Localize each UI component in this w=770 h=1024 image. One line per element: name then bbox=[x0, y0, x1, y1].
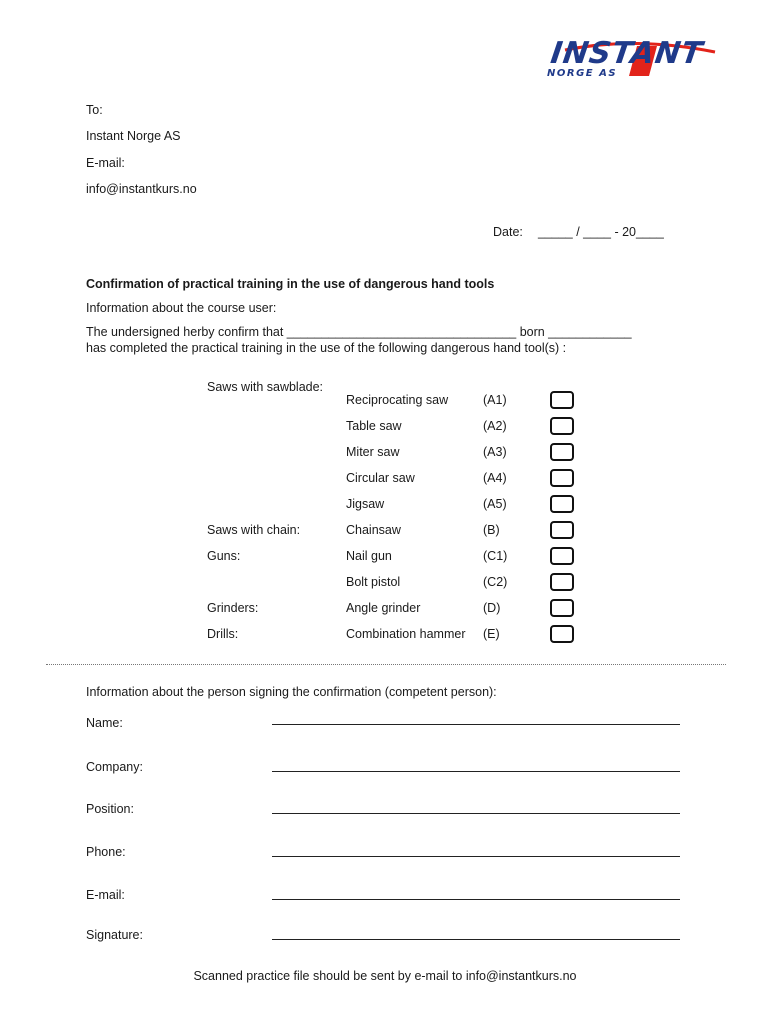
tool-name: Jigsaw bbox=[346, 497, 385, 511]
signer-field-line[interactable] bbox=[272, 724, 680, 725]
tool-name: Table saw bbox=[346, 419, 402, 433]
tool-code: (C1) bbox=[483, 549, 508, 563]
signer-field-label: Company: bbox=[86, 760, 143, 774]
course-user-label: Information about the course user: bbox=[86, 301, 277, 315]
signer-field-label: Name: bbox=[86, 716, 123, 730]
date-field[interactable]: _____ / ____ - 20____ bbox=[538, 225, 664, 239]
tool-code: (A1) bbox=[483, 393, 507, 407]
tool-name: Reciprocating saw bbox=[346, 393, 449, 407]
tool-checkbox[interactable] bbox=[550, 547, 574, 565]
email-value: info@instantkurs.no bbox=[86, 182, 197, 196]
tool-code: (A5) bbox=[483, 497, 507, 511]
tool-checkbox[interactable] bbox=[550, 625, 574, 643]
signer-field-line[interactable] bbox=[272, 813, 680, 814]
tool-checkbox[interactable] bbox=[550, 599, 574, 617]
tool-checkbox[interactable] bbox=[550, 573, 574, 591]
signer-field-line[interactable] bbox=[272, 856, 680, 857]
date-label: Date: bbox=[493, 225, 523, 239]
tool-name: Circular saw bbox=[346, 471, 415, 485]
tool-checkbox[interactable] bbox=[550, 443, 574, 461]
tool-name: Miter saw bbox=[346, 445, 400, 459]
signer-section-label: Information about the person signing the confirmation (competent person): bbox=[86, 685, 497, 699]
instant-logo bbox=[545, 36, 725, 86]
tool-checkbox[interactable] bbox=[550, 495, 574, 513]
tool-group-label: Guns: bbox=[207, 549, 241, 563]
tool-checkbox[interactable] bbox=[550, 469, 574, 487]
signer-field-label: Position: bbox=[86, 802, 134, 816]
tool-checkbox[interactable] bbox=[550, 521, 574, 539]
tool-code: (E) bbox=[483, 627, 500, 641]
tool-group-label: Drills: bbox=[207, 627, 239, 641]
tool-name: Nail gun bbox=[346, 549, 392, 563]
confirm-line-1: The undersigned herby confirm that _________________________________ born ____________ bbox=[86, 325, 632, 339]
tool-code: (D) bbox=[483, 601, 501, 615]
section-divider bbox=[46, 664, 726, 665]
tool-code: (A4) bbox=[483, 471, 507, 485]
tool-code: (A2) bbox=[483, 419, 507, 433]
logo-sub-text: NORGE AS bbox=[547, 68, 618, 79]
email-label: E-mail: bbox=[86, 156, 125, 170]
document-title: Confirmation of practical training in the use of dangerous hand tools bbox=[86, 277, 495, 291]
tool-name: Angle grinder bbox=[346, 601, 421, 615]
tool-group-label: Saws with sawblade: bbox=[207, 380, 324, 394]
tool-group-label: Grinders: bbox=[207, 601, 259, 615]
signer-field-label: Phone: bbox=[86, 845, 126, 859]
tool-code: (A3) bbox=[483, 445, 507, 459]
to-value: Instant Norge AS bbox=[86, 129, 181, 143]
tool-code: (C2) bbox=[483, 575, 508, 589]
tool-checkbox[interactable] bbox=[550, 391, 574, 409]
tool-code: (B) bbox=[483, 523, 500, 537]
signer-field-line[interactable] bbox=[272, 939, 680, 940]
footer-note: Scanned practice file should be sent by e-mail to info@instantkurs.no bbox=[193, 969, 577, 983]
signer-field-label: E-mail: bbox=[86, 888, 125, 902]
to-label: To: bbox=[86, 103, 103, 117]
confirm-line-2: has completed the practical training in the use of the following dangerous hand tool(s) : bbox=[86, 341, 567, 355]
logo-brand-text: INSTANT bbox=[548, 36, 706, 71]
tool-name: Combination hammer bbox=[346, 627, 466, 641]
signer-field-label: Signature: bbox=[86, 928, 143, 942]
signer-field-line[interactable] bbox=[272, 771, 680, 772]
tool-checkbox[interactable] bbox=[550, 417, 574, 435]
tool-name: Chainsaw bbox=[346, 523, 401, 537]
signer-field-line[interactable] bbox=[272, 899, 680, 900]
tool-name: Bolt pistol bbox=[346, 575, 401, 589]
tool-group-label: Saws with chain: bbox=[207, 523, 301, 537]
